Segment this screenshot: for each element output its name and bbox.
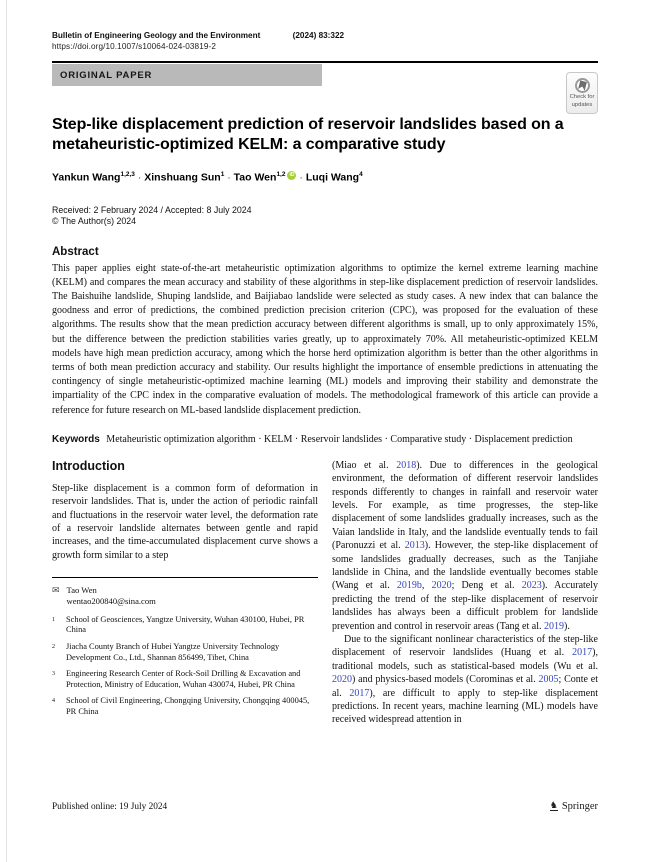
citation-link[interactable]: 2023 (521, 580, 542, 592)
affiliation-text: Engineering Research Center of Rock-Soil Drilling & Excavation and Protection, Ministry of Education, Wuhan 430074, Hubei, PR China (66, 669, 301, 689)
received-accepted: Received: 2 February 2024 / Accepted: 8 July 2024 (52, 204, 252, 215)
paragraph-text: ), traditional models, such as statistical-based models (Wu et al. (332, 647, 598, 672)
published-online: Published online: 19 July 2024 (52, 801, 168, 812)
article-type-bar (52, 64, 322, 86)
affiliation-number: 3 (52, 671, 55, 678)
citation-link[interactable]: 2017 (349, 687, 370, 699)
author-name: Tao Wen (233, 171, 277, 184)
author-affiliation-sup: 1 (220, 171, 225, 178)
author-name: Xinshuang Sun (144, 171, 221, 184)
introduction-heading: Introduction (52, 458, 125, 473)
body-paragraph-1 (332, 459, 598, 633)
orcid-icon[interactable]: iD (289, 172, 295, 178)
affiliation-item (52, 615, 318, 636)
citation-link[interactable]: 2005 (538, 674, 559, 686)
journal-issue: (2024) 83:322 (292, 31, 345, 40)
affiliation-text: School of Geosciences, Yangtze University, Wuhan 430100, Hubei, PR China (66, 614, 305, 635)
paragraph-text: Due to the significant nonlinear characteristics of the step-like displacement of reservoir landslides (Huang et al. (332, 634, 598, 659)
page-edge (6, 0, 7, 862)
authors-line (52, 171, 598, 184)
paragraph-text: ; Conte et al. (332, 674, 598, 699)
affiliation-number: 1 (52, 616, 55, 623)
citation-link[interactable]: 2020 (332, 674, 352, 686)
paragraph-text: ), are difficult to apply to step-like displacement predictions. In recent years, machine learning (ML) models have received widespread attention in (332, 687, 598, 726)
citation-link[interactable]: 2019 (544, 620, 564, 632)
keywords-line (52, 433, 598, 446)
author-separator: · (296, 171, 306, 184)
header-rule (52, 61, 598, 63)
right-column (332, 459, 598, 751)
abstract-text: This paper applies eight state-of-the-art metaheuristic optimization algorithms to optimize the kernel extreme learning machine (KELM) and compares the mean accuracy and stability of these algorithms in step-like displacement prediction of reservoir landslides. The Baishuihe landslide, Shuping landslide, and Baijiabao landslide were selected as study cases. A new index that can balance the goodness and error of predictions, the combined prediction precision criterion (CPC), was proposed for the evaluation of these algorithms. The results show that the mean prediction accuracy between different algorithms is small, up to only approximately 15%, but the difference between the prediction stabilities varies greatly, up to approximately 70%. All metaheuristic-optimized KELM models have high mean prediction accuracy, among which the horse herd optimization algorithm is better than the other algorithms in terms of both mean prediction accuracy and stability. Our results highlight the importance of ensemble predictions in attenuating the contingency of single metaheuristic-optimized machine learning (ML) models and improving their stability and demonstrate the impartiality of the CPC index in the comparative evaluation of models. The methodological framework of this article can provide a reference for future research on ML-based landslide displacement prediction. (52, 262, 598, 416)
affiliation-item (52, 696, 318, 717)
paragraph-text: ; Deng et al. (451, 580, 522, 592)
bookmark-icon (578, 80, 587, 90)
author-name: Yankun Wang (52, 171, 121, 184)
crossmark-icon (575, 78, 590, 93)
dates-block (52, 205, 598, 227)
paragraph-text: ). Accurately predicting the trend of the step-like displacement of reservoir landslides has always been a difficult problem for landslide prevention and control in reservoir areas (Tang et al. (332, 580, 598, 632)
paragraph-text: ). Due to differences in the geological environment, the deformation of different reservoir landslides responds differently to changes in rainfall and reservoir water levels. For example, as time progresses, the step-like displacement of some landslides gradually increases, such as the Vaian landslide in Italy, and the landslide eventually tends to fail (Paronuzzi et al. (332, 459, 598, 552)
paragraph-text: , (421, 580, 432, 592)
springer-wordmark: Springer (561, 801, 598, 812)
author-affiliation-sup: 1,2 (276, 171, 286, 178)
article-type-label: ORIGINAL PAPER (60, 69, 153, 81)
corresponding-author-block (52, 585, 318, 607)
paragraph-text: (Miao et al. (332, 459, 397, 471)
citation-link[interactable]: 2018 (396, 459, 417, 471)
keywords-text: Metaheuristic optimization algorithm · KELM · Reservoir landslides · Comparative study · Displacement prediction (106, 433, 573, 445)
paragraph-text: ). (564, 620, 570, 632)
corresponding-author-email[interactable]: wentao200840@sina.com (66, 595, 156, 606)
introduction-paragraph: Step-like displacement is a common form of deformation in reservoir landslides. That is, under the action of periodic rainfall and fluctuations in the reservoir water level, the deformation rate of a reservoir landslide alternates between gentle and rapid increases, and the time-accumulated displacement curve shows a growth form similar to a step (52, 482, 318, 561)
envelope-icon: ✉ (52, 585, 60, 596)
affiliation-text: Jiacha County Branch of Hubei Yangtze University Technology Development Co., Ltd., Shannan 856499, Tibet, China (66, 641, 280, 662)
citation-link[interactable]: 2020 (431, 580, 452, 592)
affiliation-item (52, 642, 318, 663)
corresponding-author-name: Tao Wen (66, 585, 97, 596)
left-column (52, 459, 318, 751)
abstract-heading: Abstract (52, 245, 99, 258)
springer-logo (550, 801, 598, 812)
affiliation-number: 4 (52, 698, 55, 705)
check-updates-label-1: Check for (569, 94, 595, 100)
footnote-rule (52, 577, 318, 578)
copyright-line: © The Author(s) 2024 (52, 215, 137, 226)
author-affiliation-sup: 4 (359, 171, 363, 178)
citation-link[interactable]: 2013 (404, 540, 425, 552)
journal-name: Bulletin of Engineering Geology and the Environment (52, 31, 261, 40)
doi-link[interactable]: https://doi.org/10.1007/s10064-024-03819-2 (52, 42, 216, 51)
author-affiliation-sup: 1,2,3 (120, 171, 135, 178)
body-paragraph-2 (332, 633, 598, 727)
affiliation-text: School of Civil Engineering, Chongqing University, Chongqing 400045, PR China (66, 696, 310, 716)
page-title: Step-like displacement prediction of reservoir landslides based on a metaheuristic-optimized KELM: a comparative study (52, 116, 564, 153)
page-footer (52, 801, 598, 812)
author-separator: · (134, 171, 145, 184)
two-column-body (52, 459, 598, 751)
affiliation-item (52, 669, 318, 690)
paragraph-text: ) and physics-based models (Corominas et al. (352, 674, 539, 686)
author-separator: · (224, 171, 234, 184)
author-name: Luqi Wang (305, 171, 360, 184)
check-updates-label-2: updates (571, 101, 593, 108)
citation-link[interactable]: 2019b (396, 580, 422, 592)
springer-horse-icon: ♞ (549, 800, 558, 810)
affiliations-list (52, 615, 318, 718)
affiliation-number: 2 (52, 643, 55, 650)
paragraph-text: ). However, the step-like displacement of some landslides gradually decreases, such as the Tanjiahe landslide in China, and the landslide eventually becomes stable (Wang et al. (332, 540, 598, 592)
journal-header (52, 30, 598, 52)
citation-link[interactable]: 2017 (572, 647, 593, 659)
check-for-updates-button[interactable] (566, 72, 598, 114)
keywords-label: Keywords (52, 433, 100, 445)
